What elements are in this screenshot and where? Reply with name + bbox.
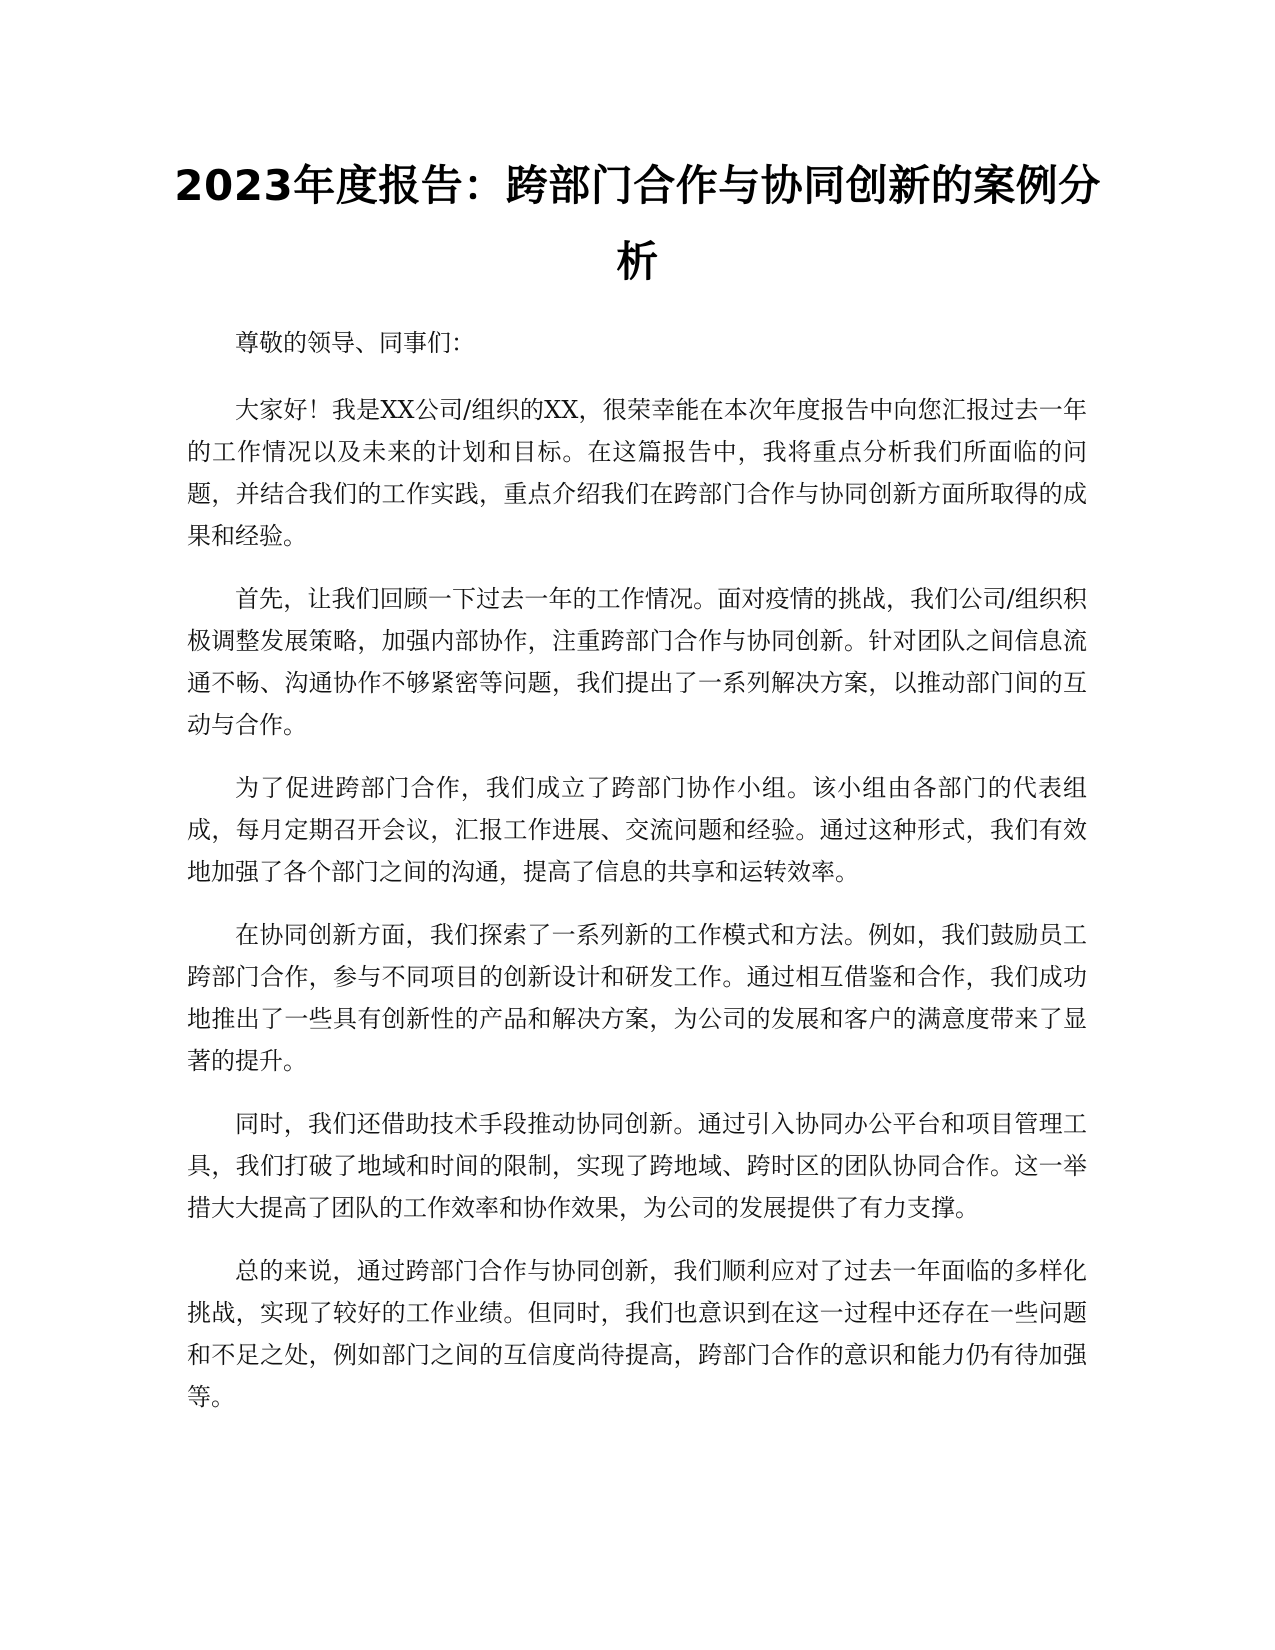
paragraph-technology: 同时，我们还借助技术手段推动协同创新。通过引入协同办公平台和项目管理工具，我们打破了地域和时间的限制，实现了跨地域、跨时区的团队协同合作。这一举措大大提高了团队的工作效率和协作效果，为公司的发展提供了有力支撑。 — [187, 1110, 1087, 1222]
paragraph-intro: 大家好！我是XX公司/组织的XX，很荣幸能在本次年度报告中向您汇报过去一年的工作情况以及未来的计划和目标。在这篇报告中，我将重点分析我们所面临的问题，并结合我们的工作实践，重点介绍我们在跨部门合作与协同创新方面所取得的成果和经验。 — [187, 396, 1087, 550]
document-title: 2023年度报告：跨部门合作与协同创新的案例分析 — [174, 161, 1101, 286]
salutation: 尊敬的领导、同事们： — [235, 329, 475, 357]
paragraph-innovation: 在协同创新方面，我们探索了一系列新的工作模式和方法。例如，我们鼓励员工跨部门合作，参与不同项目的创新设计和研发工作。通过相互借鉴和合作，我们成功地推出了一些具有创新性的产品和解决方案，为公司的发展和客户的满意度带来了显著的提升。 — [187, 921, 1087, 1075]
paragraph-summary: 总的来说，通过跨部门合作与协同创新，我们顺利应对了过去一年面临的多样化挑战，实现了较好的工作业绩。但同时，我们也意识到在这一过程中还存在一些问题和不足之处，例如部门之间的互信度尚待提高，跨部门合作的意识和能力仍有待加强等。 — [187, 1257, 1087, 1411]
paragraph-review: 首先，让我们回顾一下过去一年的工作情况。面对疫情的挑战，我们公司/组织积极调整发展策略，加强内部协作，注重跨部门合作与协同创新。针对团队之间信息流通不畅、沟通协作不够紧密等问题，我们提出了一系列解决方案，以推动部门间的互动与合作。 — [187, 585, 1087, 739]
paragraph-collaboration-group: 为了促进跨部门合作，我们成立了跨部门协作小组。该小组由各部门的代表组成，每月定期召开会议，汇报工作进展、交流问题和经验。通过这种形式，我们有效地加强了各个部门之间的沟通，提高了信息的共享和运转效率。 — [187, 774, 1087, 886]
document-body — [187, 322, 1087, 1439]
